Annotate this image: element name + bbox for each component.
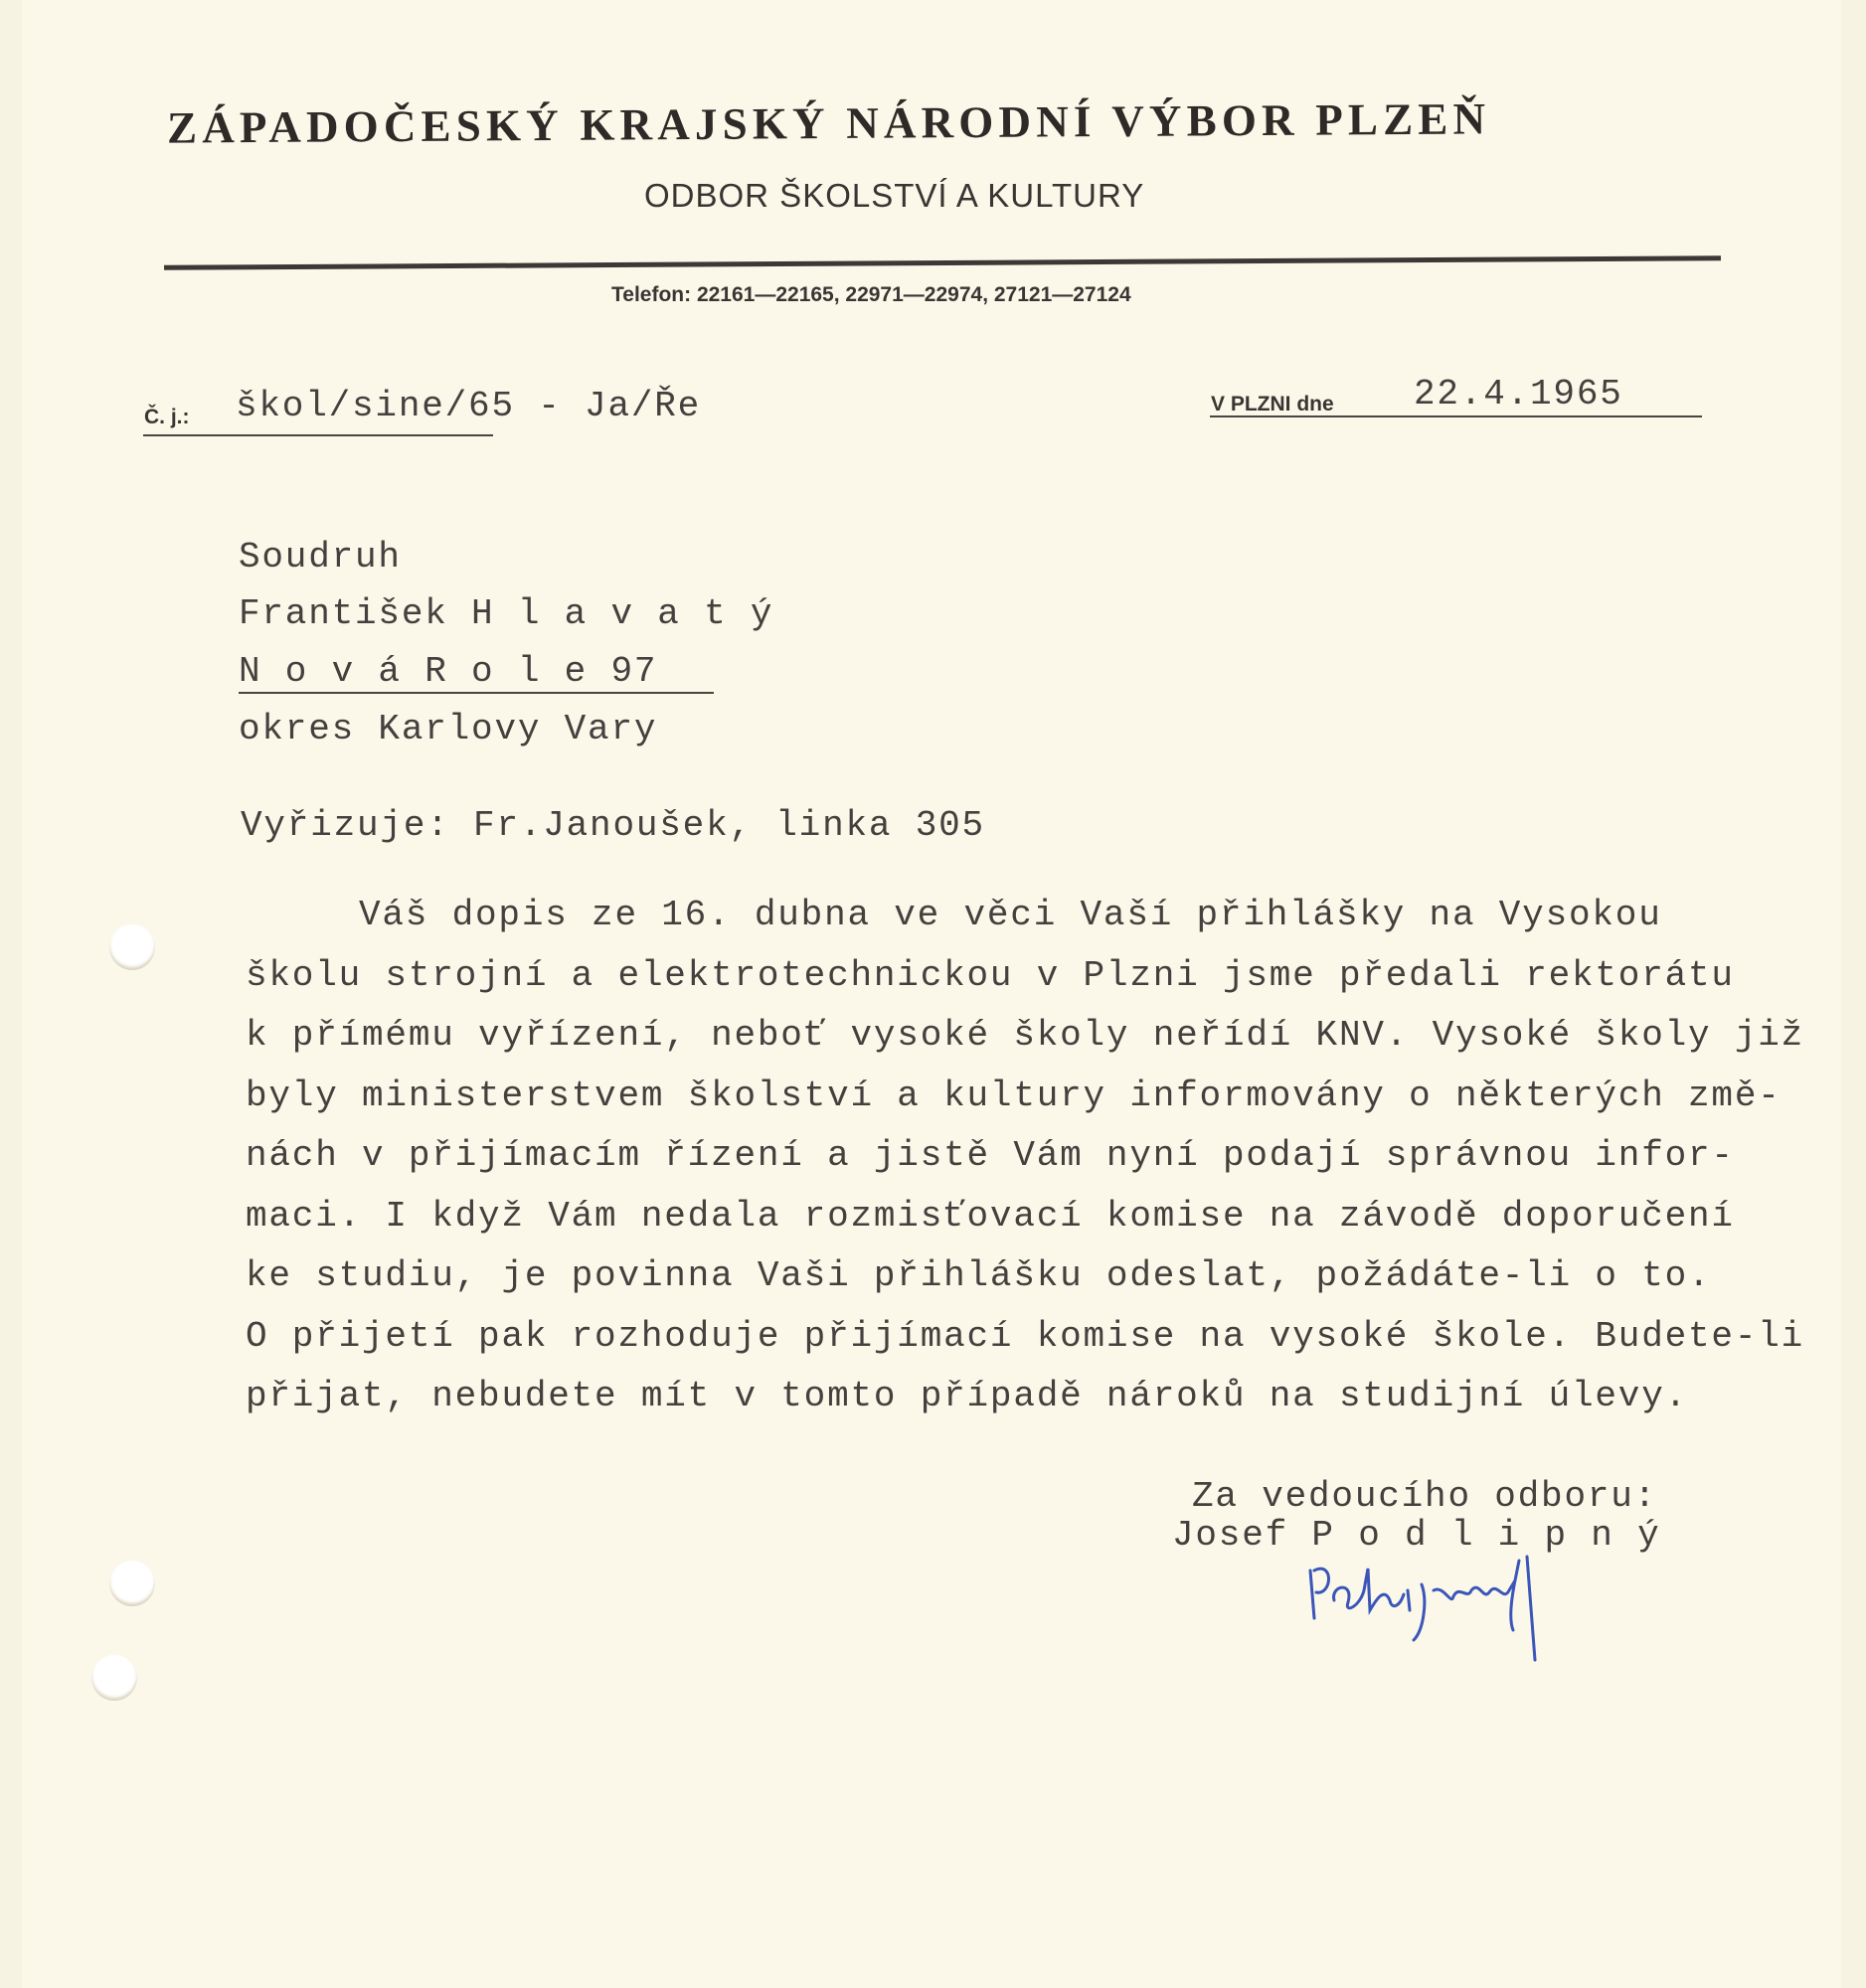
- handwritten-signature: [1304, 1541, 1622, 1670]
- body-line: přijat, nebudete mít v tomto případě nároků na studijní úlevy.: [246, 1376, 1689, 1416]
- punch-hole: [109, 924, 155, 970]
- reference-label: Č. j.:: [144, 406, 190, 428]
- letterhead-department: ODBOR ŠKOLSTVÍ A KULTURY: [644, 177, 1145, 214]
- letterhead-telephone: Telefon: 22161—22165, 22971—22974, 27121—27124: [611, 283, 1131, 306]
- body-line: ke studiu, je povinna Vaši přihlášku odeslat, požádáte-li o to.: [246, 1255, 1712, 1296]
- body-line: O přijetí pak rozhoduje přijímací komise na vysoké škole. Budete-li: [246, 1316, 1805, 1357]
- closing-line: Za vedoucího odboru:: [1192, 1476, 1658, 1517]
- reference-value: škol/sine/65 - Ja/Ře: [236, 386, 702, 426]
- recipient-salutation: Soudruh: [239, 537, 402, 578]
- body-line: školu strojní a elektrotechnickou v Plzni jsme předali rektorátu: [246, 955, 1735, 996]
- recipient-district: okres Karlovy Vary: [239, 709, 658, 749]
- handled-by: Vyřizuje: Fr.Janoušek, linka 305: [241, 805, 985, 846]
- letterhead-title: ZÁPADOČESKÝ KRAJSKÝ NÁRODNÍ VÝBOR PLZEŇ: [166, 93, 1491, 153]
- letterhead-divider: [164, 255, 1721, 270]
- signatory-name: Josef P o d l i p n ý: [1172, 1515, 1661, 1556]
- date-underline: [1210, 415, 1702, 417]
- body-line: Váš dopis ze 16. dubna ve věci Vaší přihlášky na Vysokou: [359, 895, 1662, 935]
- body-line: nách v přijímacím řízení a jistě Vám nyní podají správnou infor-: [246, 1135, 1735, 1176]
- punch-hole: [109, 1561, 155, 1606]
- reference-underline: [143, 434, 493, 436]
- recipient-name: František H l a v a t ý: [239, 593, 774, 634]
- letter-page: [22, 0, 1841, 1988]
- body-line: k přímému vyřízení, neboť vysoké školy neřídí KNV. Vysoké školy již: [246, 1015, 1805, 1056]
- address-underline: [239, 692, 714, 694]
- body-line: byly ministerstvem školství a kultury informovány o některých změ-: [246, 1076, 1781, 1116]
- date-value: 22.4.1965: [1414, 374, 1623, 414]
- punch-hole: [91, 1655, 137, 1701]
- recipient-address-line: N o v á R o l e 97: [239, 651, 658, 692]
- date-label: V PLZNI dne: [1211, 393, 1334, 415]
- body-line: maci. I když Vám nedala rozmisťovací komise na závodě doporučení: [246, 1196, 1735, 1237]
